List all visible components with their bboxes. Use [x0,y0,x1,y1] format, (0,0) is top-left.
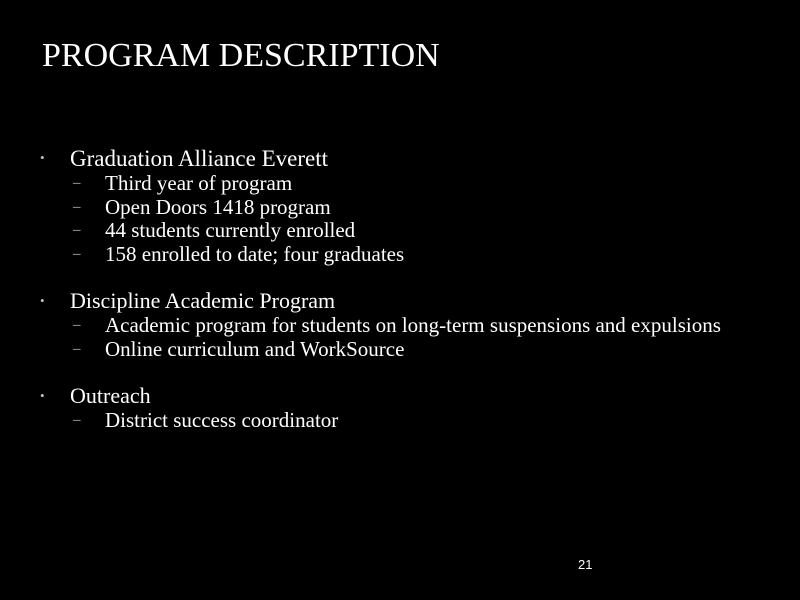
sub-bullet-text: Online curriculum and WorkSource [105,336,405,361]
dash-icon: – [73,222,81,238]
sub-bullet-item [40,196,740,220]
sub-bullet-text: Open Doors 1418 program [105,194,331,219]
page-number: 21 [578,557,593,572]
slide-content [40,145,740,455]
bullet-dot-icon: • [40,293,45,308]
dash-icon: – [73,340,81,357]
sub-bullet-item [40,314,740,338]
dash-icon: – [73,317,81,333]
bullet-label: Outreach [70,383,151,408]
slide-title: PROGRAM DESCRIPTION [42,37,440,74]
bullet-dot-icon: • [40,150,45,165]
sub-bullet-text: 44 students currently enrolled [105,218,356,242]
sub-bullet-item [40,409,740,433]
bullet-label: Discipline Academic Program [70,288,336,313]
bullet-group-outreach [40,383,740,433]
sub-bullet-text: Academic program for students on long-term suspensions and expulsions [105,313,721,337]
dash-icon: – [73,175,81,191]
sub-bullet-list [40,314,740,361]
sub-bullet-text: 158 enrolled to date; four graduates [105,241,405,266]
sub-bullet-list [40,409,740,433]
sub-bullet-item [40,338,740,362]
sub-bullet-item [40,172,740,196]
sub-bullet-item [40,219,740,243]
dash-icon: – [73,412,81,428]
sub-bullet-list [40,172,740,266]
sub-bullet-text: Third year of program [105,171,293,195]
sub-bullet-item [40,243,740,267]
bullet-group-discipline-academic [40,288,740,361]
bullet-dot-icon: • [40,388,45,403]
dash-icon: – [73,198,81,215]
bullet-group-graduation-alliance [40,145,740,266]
sub-bullet-text: District success coordinator [105,408,339,432]
bullet-item [40,288,740,314]
dash-icon: – [73,245,81,262]
bullet-label: Graduation Alliance Everett [70,146,329,171]
bullet-item [40,145,740,172]
bullet-item [40,383,740,409]
